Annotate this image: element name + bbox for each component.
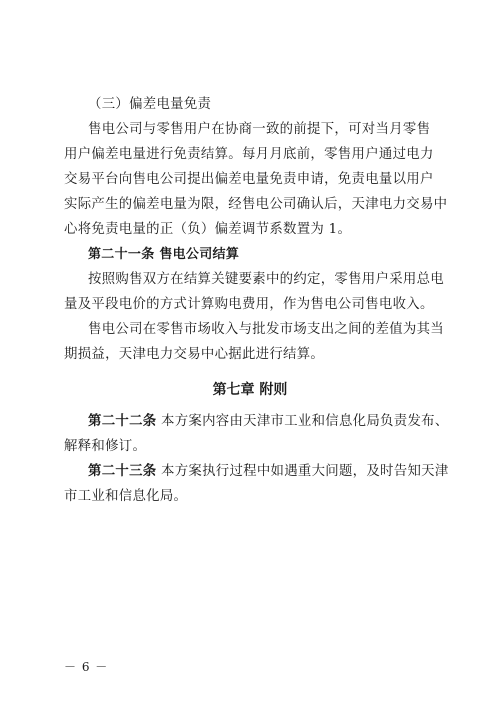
paragraph-line: 交易平台向售电公司提出偏差电量免责申请，免责电量以用户 xyxy=(64,172,434,187)
article-22-text: 本方案内容由天津市工业和信息化局负责发布、 xyxy=(156,414,449,429)
article-22-line xyxy=(88,412,449,432)
chapter-title: 第七章 附则 xyxy=(212,382,288,398)
section-subheading: （三）偏差电量免责 xyxy=(88,97,212,112)
paragraph-line: 售电公司与零售用户在协商一致的前提下，可对当月零售 xyxy=(88,122,431,137)
paragraph-line: 心将免责电量的正（负）偏差调节系数置为 1。 xyxy=(64,222,352,237)
paragraph-line: 市工业和信息化局。 xyxy=(64,489,188,504)
paragraph-line: 用户偏差电量进行免责结算。每月月底前，零售用户通过电力 xyxy=(64,147,434,162)
article-23-text: 本方案执行过程中如遇重大问题，及时告知天津 xyxy=(156,464,449,479)
article-23-head: 第二十三条 xyxy=(88,464,157,479)
paragraph-line: 售电公司在零售市场收入与批发市场支出之间的差值为其当 xyxy=(88,322,444,337)
article-22-head: 第二十二条 xyxy=(88,414,157,429)
paragraph-line: 解释和修订。 xyxy=(64,439,147,454)
paragraph-line: 实际产生的偏差电量为限，经售电公司确认后，天津电力交易中 xyxy=(64,197,448,212)
paragraph-line: 按照购售双方在结算关键要素中的约定，零售用户采用总电 xyxy=(88,272,444,287)
paragraph-line: 量及平段电价的方式计算购电费用，作为售电公司售电收入。 xyxy=(64,297,434,312)
article-21-heading: 第二十一条 售电公司结算 xyxy=(88,247,240,262)
paragraph-line: 期损益，天津电力交易中心据此进行结算。 xyxy=(64,347,325,362)
article-23-line xyxy=(88,462,449,482)
page-number: － 6 － xyxy=(64,660,109,674)
